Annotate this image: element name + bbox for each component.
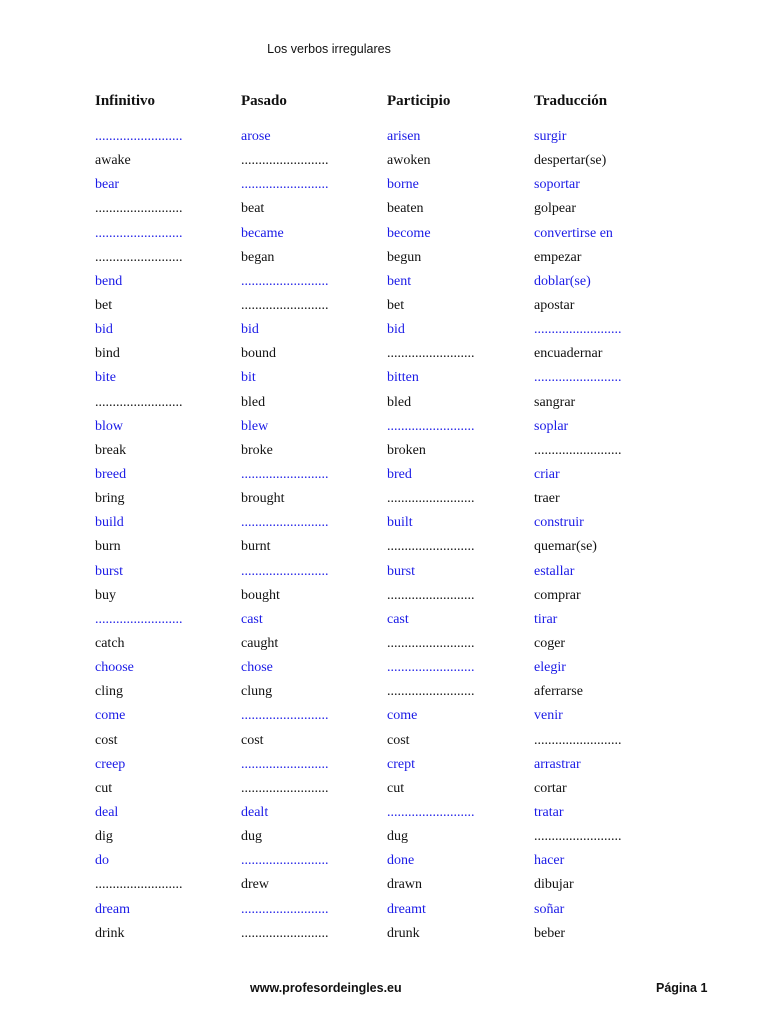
cell-pasado: bid bbox=[241, 322, 259, 338]
cell-participio: cut bbox=[387, 780, 405, 796]
cell-participio: dug bbox=[387, 829, 408, 845]
cell-infinitivo: breed bbox=[95, 466, 127, 482]
header-infinitivo: Infinitivo bbox=[95, 93, 156, 109]
cell-traduccion: convertirse en bbox=[534, 225, 613, 241]
cell-pasado: beat bbox=[241, 201, 265, 217]
cell-traduccion: hacer bbox=[534, 853, 565, 869]
cell-participio: ......................... bbox=[387, 635, 475, 651]
table-row bbox=[0, 273, 768, 297]
cell-traduccion: arrastrar bbox=[534, 756, 581, 772]
cell-traduccion: venir bbox=[534, 708, 563, 724]
cell-traduccion: beber bbox=[534, 925, 566, 941]
cell-pasado: bled bbox=[241, 394, 266, 410]
cell-infinitivo: dream bbox=[95, 901, 130, 917]
cell-infinitivo: ......................... bbox=[95, 225, 183, 241]
cell-traduccion: estallar bbox=[534, 563, 575, 579]
cell-pasado: became bbox=[241, 225, 284, 241]
cell-traduccion: quemar(se) bbox=[534, 539, 597, 555]
table-row bbox=[0, 200, 768, 224]
page-title: Los verbos irregulares bbox=[267, 42, 391, 56]
cell-pasado: bit bbox=[241, 370, 256, 386]
cell-traduccion: construir bbox=[534, 515, 584, 531]
cell-infinitivo: come bbox=[95, 708, 126, 724]
cell-pasado: drew bbox=[241, 877, 269, 893]
cell-traduccion: empezar bbox=[534, 249, 582, 265]
cell-pasado: broke bbox=[241, 442, 273, 458]
cell-pasado: ......................... bbox=[241, 297, 329, 313]
table-row bbox=[0, 225, 768, 249]
table-row bbox=[0, 369, 768, 393]
cell-pasado: ......................... bbox=[241, 563, 329, 579]
cell-infinitivo: ......................... bbox=[95, 129, 183, 144]
cell-pasado: burnt bbox=[241, 539, 271, 555]
cell-traduccion: aferrarse bbox=[534, 684, 583, 700]
table-row bbox=[0, 611, 768, 635]
cell-traduccion: tratar bbox=[534, 804, 564, 820]
cell-pasado: bound bbox=[241, 346, 276, 362]
cell-infinitivo: awake bbox=[95, 153, 131, 169]
table-row bbox=[0, 321, 768, 345]
cell-traduccion: golpear bbox=[534, 201, 576, 217]
cell-pasado: bought bbox=[241, 587, 280, 603]
cell-infinitivo: ......................... bbox=[95, 877, 183, 893]
cell-participio: drawn bbox=[387, 877, 422, 893]
table-row bbox=[0, 780, 768, 804]
cell-infinitivo: bend bbox=[95, 273, 123, 289]
table-row bbox=[0, 756, 768, 780]
cell-participio: bet bbox=[387, 297, 405, 313]
cell-traduccion: soñar bbox=[534, 901, 565, 917]
cell-participio: done bbox=[387, 853, 415, 869]
cell-infinitivo: bid bbox=[95, 322, 113, 338]
cell-traduccion: encuadernar bbox=[534, 346, 603, 362]
cell-infinitivo: dig bbox=[95, 829, 113, 845]
cell-participio: bitten bbox=[387, 370, 419, 386]
cell-pasado: ......................... bbox=[241, 708, 329, 724]
table-row bbox=[0, 852, 768, 876]
cell-traduccion: ......................... bbox=[534, 732, 622, 748]
cell-traduccion: cortar bbox=[534, 780, 567, 796]
cell-participio: cost bbox=[387, 732, 410, 748]
cell-traduccion: ......................... bbox=[534, 370, 622, 386]
cell-traduccion: ......................... bbox=[534, 442, 622, 458]
cell-infinitivo: blow bbox=[95, 418, 123, 434]
table-row bbox=[0, 683, 768, 707]
cell-infinitivo: cut bbox=[95, 780, 113, 796]
table-row bbox=[0, 732, 768, 756]
cell-traduccion: coger bbox=[534, 635, 566, 651]
cell-participio: bled bbox=[387, 394, 412, 410]
cell-pasado: ......................... bbox=[241, 153, 329, 169]
table-row bbox=[0, 707, 768, 731]
cell-pasado: brought bbox=[241, 491, 285, 507]
cell-traduccion: comprar bbox=[534, 587, 581, 603]
cell-participio: bent bbox=[387, 273, 412, 289]
cell-infinitivo: bear bbox=[95, 177, 120, 193]
cell-traduccion: traer bbox=[534, 491, 560, 507]
cell-infinitivo: bite bbox=[95, 370, 116, 386]
cell-pasado: ......................... bbox=[241, 756, 329, 772]
cell-pasado: chose bbox=[241, 660, 273, 676]
table-row bbox=[0, 394, 768, 418]
cell-infinitivo: deal bbox=[95, 804, 119, 820]
cell-participio: ......................... bbox=[387, 804, 475, 820]
cell-infinitivo: ......................... bbox=[95, 611, 183, 627]
cell-participio: come bbox=[387, 708, 418, 724]
cell-pasado: caught bbox=[241, 635, 279, 651]
cell-pasado: ......................... bbox=[241, 515, 329, 531]
cell-participio: broken bbox=[387, 442, 426, 458]
header-traduccion: Traducción bbox=[534, 93, 608, 109]
cell-pasado: ......................... bbox=[241, 177, 329, 193]
cell-traduccion: tirar bbox=[534, 611, 558, 627]
cell-participio: ......................... bbox=[387, 539, 475, 555]
cell-infinitivo: burn bbox=[95, 539, 121, 555]
cell-infinitivo: creep bbox=[95, 756, 126, 772]
cell-participio: bid bbox=[387, 322, 405, 338]
footer-url: www.profesordeingles.eu bbox=[250, 981, 402, 995]
table-row bbox=[0, 925, 768, 949]
cell-pasado: dug bbox=[241, 829, 262, 845]
cell-traduccion: elegir bbox=[534, 660, 566, 676]
cell-pasado: clung bbox=[241, 684, 273, 700]
table-row bbox=[0, 152, 768, 176]
cell-participio: crept bbox=[387, 756, 415, 772]
cell-participio: burst bbox=[387, 563, 415, 579]
cell-pasado: cast bbox=[241, 611, 263, 627]
table-row bbox=[0, 466, 768, 490]
cell-participio: drunk bbox=[387, 925, 420, 941]
cell-participio: ......................... bbox=[387, 660, 475, 676]
table-row bbox=[0, 418, 768, 442]
table-row bbox=[0, 345, 768, 369]
table-row bbox=[0, 490, 768, 514]
cell-traduccion: criar bbox=[534, 466, 560, 482]
cell-participio: ......................... bbox=[387, 346, 475, 362]
cell-infinitivo: burst bbox=[95, 563, 123, 579]
cell-pasado: cost bbox=[241, 732, 264, 748]
cell-participio: built bbox=[387, 515, 413, 531]
cell-infinitivo: bet bbox=[95, 297, 113, 313]
table-row bbox=[0, 563, 768, 587]
table-row bbox=[0, 876, 768, 900]
table-row bbox=[0, 804, 768, 828]
cell-traduccion: apostar bbox=[534, 297, 575, 313]
cell-participio: ......................... bbox=[387, 587, 475, 603]
cell-traduccion: soportar bbox=[534, 177, 580, 193]
table-row bbox=[0, 828, 768, 852]
table-row bbox=[0, 587, 768, 611]
cell-participio: arisen bbox=[387, 129, 421, 144]
cell-infinitivo: choose bbox=[95, 660, 134, 676]
cell-infinitivo: ......................... bbox=[95, 394, 183, 410]
table-row bbox=[0, 659, 768, 683]
cell-traduccion: dibujar bbox=[534, 877, 574, 893]
cell-infinitivo: drink bbox=[95, 925, 125, 941]
cell-pasado: ......................... bbox=[241, 273, 329, 289]
cell-infinitivo: bind bbox=[95, 346, 120, 362]
table-row bbox=[0, 538, 768, 562]
cell-traduccion: ......................... bbox=[534, 829, 622, 845]
header-participio: Participio bbox=[387, 93, 451, 109]
table-row bbox=[0, 176, 768, 200]
table-row bbox=[0, 297, 768, 321]
cell-infinitivo: break bbox=[95, 442, 127, 458]
cell-traduccion: doblar(se) bbox=[534, 273, 591, 289]
table-row bbox=[0, 442, 768, 466]
cell-infinitivo: bring bbox=[95, 491, 125, 507]
header-pasado: Pasado bbox=[241, 93, 287, 109]
verb-table bbox=[0, 128, 768, 949]
cell-infinitivo: buy bbox=[95, 587, 116, 603]
cell-infinitivo: cling bbox=[95, 684, 123, 700]
cell-participio: begun bbox=[387, 249, 422, 265]
cell-infinitivo: catch bbox=[95, 635, 125, 651]
cell-pasado: arose bbox=[241, 129, 271, 144]
cell-infinitivo: build bbox=[95, 515, 124, 531]
cell-infinitivo: ......................... bbox=[95, 249, 183, 265]
cell-infinitivo: ......................... bbox=[95, 201, 183, 217]
cell-participio: become bbox=[387, 225, 431, 241]
cell-participio: ......................... bbox=[387, 418, 475, 434]
table-row bbox=[0, 128, 768, 152]
table-header bbox=[0, 93, 768, 113]
cell-participio: bred bbox=[387, 466, 412, 482]
cell-pasado: ......................... bbox=[241, 925, 329, 941]
cell-pasado: ......................... bbox=[241, 780, 329, 796]
table-row bbox=[0, 901, 768, 925]
cell-participio: awoken bbox=[387, 153, 431, 169]
cell-pasado: dealt bbox=[241, 804, 269, 820]
cell-participio: borne bbox=[387, 177, 419, 193]
cell-participio: dreamt bbox=[387, 901, 426, 917]
cell-participio: ......................... bbox=[387, 684, 475, 700]
cell-traduccion: sangrar bbox=[534, 394, 576, 410]
cell-infinitivo: do bbox=[95, 853, 109, 869]
cell-pasado: ......................... bbox=[241, 901, 329, 917]
cell-traduccion: ......................... bbox=[534, 322, 622, 338]
cell-participio: beaten bbox=[387, 201, 424, 217]
cell-infinitivo: cost bbox=[95, 732, 118, 748]
table-row bbox=[0, 249, 768, 273]
table-row bbox=[0, 514, 768, 538]
cell-pasado: ......................... bbox=[241, 466, 329, 482]
cell-traduccion: soplar bbox=[534, 418, 569, 434]
table-row bbox=[0, 635, 768, 659]
cell-pasado: blew bbox=[241, 418, 269, 434]
cell-pasado: began bbox=[241, 249, 275, 265]
cell-traduccion: surgir bbox=[534, 129, 567, 144]
page-number: Página 1 bbox=[656, 981, 708, 995]
cell-participio: cast bbox=[387, 611, 409, 627]
cell-participio: ......................... bbox=[387, 491, 475, 507]
cell-pasado: ......................... bbox=[241, 853, 329, 869]
cell-traduccion: despertar(se) bbox=[534, 153, 607, 169]
